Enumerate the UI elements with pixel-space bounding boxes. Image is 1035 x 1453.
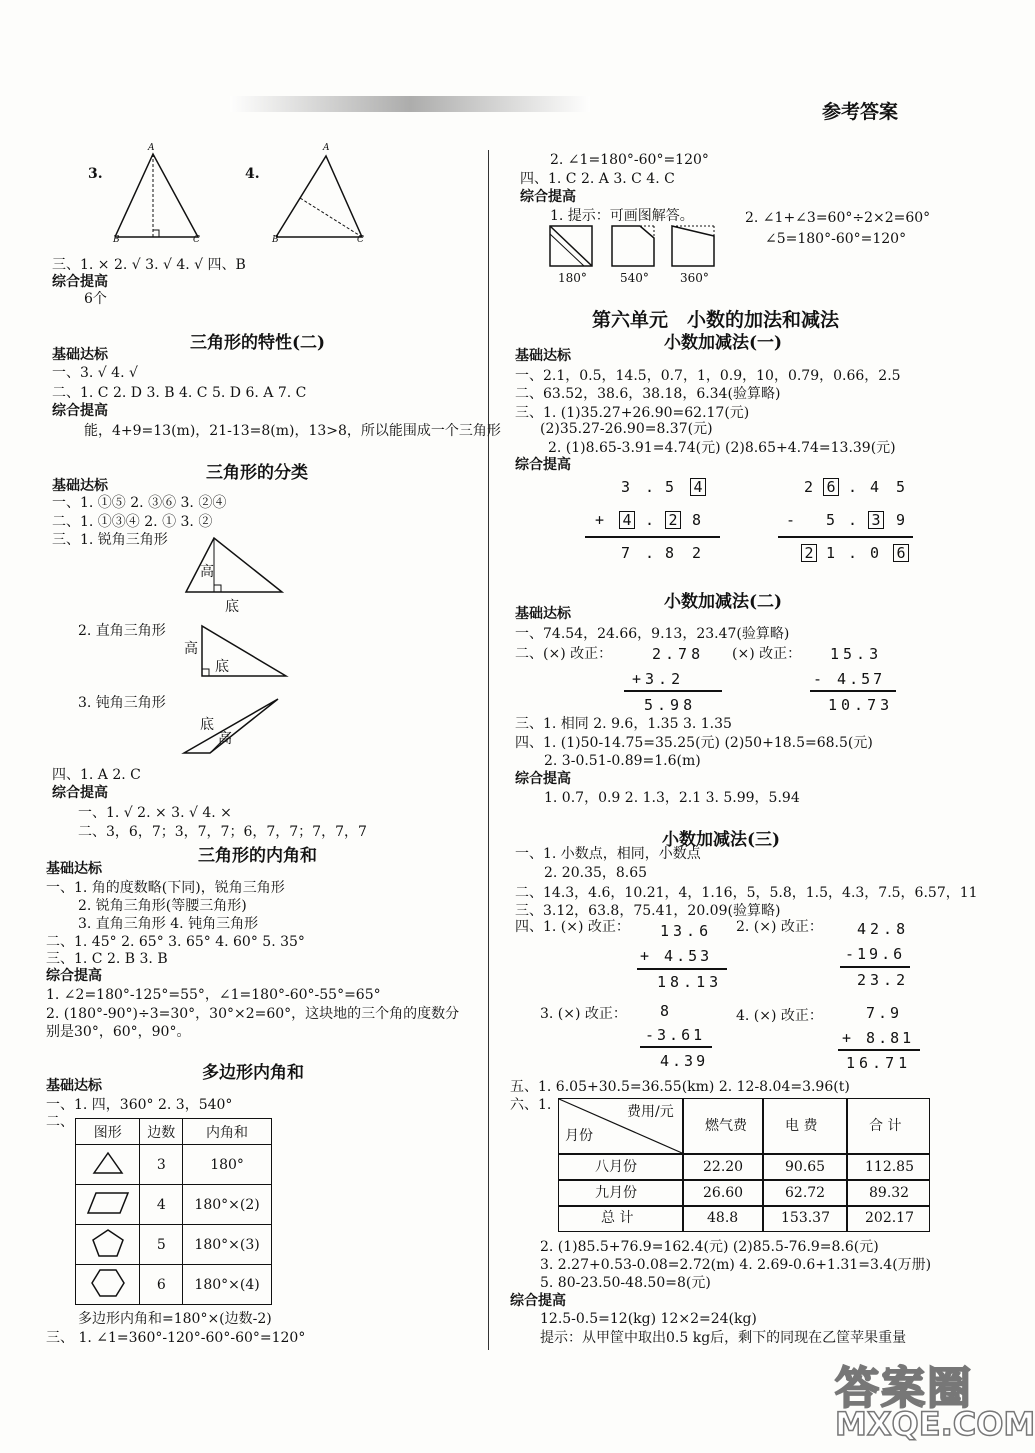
digit: 5 xyxy=(896,478,906,496)
table-header: 边数 xyxy=(140,1119,183,1145)
calc-result: 10.73 xyxy=(828,696,894,714)
section-title: 三角形的分类 xyxy=(206,463,308,483)
table-cell: 26.60 xyxy=(703,1185,744,1201)
answer-line: 1. 提示：可画图解答。 xyxy=(550,208,694,224)
table-cell: 3 xyxy=(140,1145,183,1185)
table-cell: 62.72 xyxy=(785,1185,826,1201)
digit: . xyxy=(645,478,655,496)
calc-operand: -3.61 xyxy=(645,1026,706,1044)
angle-label: 360° xyxy=(680,271,709,285)
fig4-label: 4. xyxy=(245,166,260,182)
section-label: 基础达标 xyxy=(515,606,571,622)
section-label: 基础达标 xyxy=(52,347,108,363)
calc-line xyxy=(637,968,727,970)
calc-operand: -19.6 xyxy=(845,945,906,963)
table-cell: 180°×(2) xyxy=(183,1185,272,1225)
triangle-shape-icon xyxy=(76,1145,140,1185)
answer-line: 三、 1. ∠1=360°-120°-60°-60°=120° xyxy=(46,1330,306,1346)
answer-line: 二、63.52，38.6，38.18，6.34(验算略) xyxy=(515,386,781,402)
answer-line: 2. (1)8.65-3.91=4.74(元) (2)8.65+4.74=13.39(元) xyxy=(548,440,896,456)
table-cell: 48.8 xyxy=(707,1210,739,1226)
table-cell: 九月份 xyxy=(595,1185,637,1201)
answer-line: 三、1. 锐角三角形 xyxy=(52,532,168,548)
acute-triangle-figure xyxy=(180,536,300,598)
polygon-table xyxy=(75,1118,272,1305)
answer-line: 三、1. 相同 2. 9.6，1.35 3. 1.35 xyxy=(515,716,732,732)
answer-line: 3. 钝角三角形 xyxy=(78,695,166,711)
answer-line: 五、1. 6.05+30.5=36.55(km) 2. 12-8.04=3.96(t) xyxy=(510,1079,850,1095)
section-label: 基础达标 xyxy=(515,348,571,364)
calc-top: 13.6 xyxy=(660,922,713,940)
calc-line xyxy=(840,966,910,968)
filled-box: 4 xyxy=(619,511,635,529)
answer-line: 2. 直角三角形 xyxy=(78,623,166,639)
digit: . xyxy=(848,478,858,496)
section-title: 三角形的特性(二) xyxy=(190,333,326,353)
section-label: 基础达标 xyxy=(46,1078,102,1094)
answer-line: 能，4+9=13(m)，21-13=8(m)，13>8，所以能围成一个三角形 xyxy=(84,423,501,439)
answer-line: 12.5-0.5=12(kg) 12×2=24(kg) xyxy=(540,1311,757,1327)
digit: 7 xyxy=(621,544,631,562)
answer-line: 2. 3-0.51-0.89=1.6(m) xyxy=(544,753,701,769)
digit: . xyxy=(848,544,858,562)
answer-line: 三、1. C 2. B 3. B xyxy=(46,951,168,967)
table-header: 合 计 xyxy=(869,1118,902,1134)
answer-line: 2. ∠1+∠3=60°÷2×2=60° xyxy=(745,210,931,226)
corner-header-top: 费用/元 xyxy=(627,1104,674,1120)
calc-top: 15.3 xyxy=(830,645,883,663)
table-cell: 153.37 xyxy=(781,1210,830,1226)
answer-line: 2. ∠1=180°-60°=120° xyxy=(550,152,709,168)
answer-line: 2. (180°-90°)÷3=30°，30°×2=60°，这块地的三个角的度数分 xyxy=(46,1006,460,1022)
answer-line: 3. 直角三角形 4. 钝角三角形 xyxy=(78,916,259,932)
page-title: 参考答案 xyxy=(822,101,899,123)
section-label: 综合提高 xyxy=(515,771,571,787)
section-label: 综合提高 xyxy=(520,189,576,205)
calc-operand: - 4.57 xyxy=(813,670,886,688)
answer-line: (×) 改正： xyxy=(732,646,802,662)
table-cell: 180°×(3) xyxy=(183,1225,272,1265)
answer-line: 一、74.54，24.66，9.13，23.47(验算略) xyxy=(515,626,790,642)
table-header: 燃气费 xyxy=(705,1118,747,1134)
calc-top: 42.8 xyxy=(857,920,910,938)
watermark-brand: 答案圈 xyxy=(835,1363,973,1414)
sum-line xyxy=(585,536,720,538)
answer-line: 多边形内角和=180°×(边数-2) xyxy=(78,1311,272,1327)
table-header: 电 费 xyxy=(785,1118,818,1134)
digit: + xyxy=(595,511,605,529)
calc-result: 4.39 xyxy=(660,1052,709,1070)
hexagon-shape-icon xyxy=(76,1265,140,1305)
table-cell: 202.17 xyxy=(865,1210,914,1226)
answer-line: 二、3，6，7；3，7，7；6，7，7；7，7，7 xyxy=(78,824,367,840)
filled-box: 4 xyxy=(690,478,706,496)
digit: 3 xyxy=(621,478,631,496)
section-label: 综合提高 xyxy=(52,785,108,801)
answer-line: 三、1. (1)35.27+26.90=62.17(元) xyxy=(515,405,750,421)
digit: 2 xyxy=(692,544,702,562)
digit: - xyxy=(786,511,796,529)
answer-line: 6个 xyxy=(84,291,107,307)
answer-line: 一、1. 角的度数略(下同)，锐角三角形 xyxy=(46,880,285,896)
table-cell: 90.65 xyxy=(785,1159,826,1175)
fee-table xyxy=(558,1098,930,1232)
filled-box: 6 xyxy=(823,478,839,496)
difference-line xyxy=(778,536,913,538)
filled-box: 2 xyxy=(665,511,681,529)
section-label: 基础达标 xyxy=(46,861,102,877)
answer-line: 三、3.12，63.8，75.41，20.09(验算略) xyxy=(515,903,781,919)
height-label: 高 xyxy=(200,564,214,580)
answer-line: 四、1. A 2. C xyxy=(52,767,141,783)
calc-top: 8 xyxy=(660,1002,670,1020)
calc-operand: + 8.81 xyxy=(842,1029,915,1047)
answer-line: 二、14.3，4.6，10.21，4，1.16，5，5.8，1.5，4.3，7.5，6.57，11 xyxy=(515,885,978,901)
table-cell: 22.20 xyxy=(703,1159,744,1175)
cut-square-figure-1 xyxy=(548,224,596,268)
answer-line: 2. 锐角三角形(等腰三角形) xyxy=(78,898,247,914)
column-divider xyxy=(488,150,489,1350)
section-title: 多边形内角和 xyxy=(202,1063,304,1083)
digit: . xyxy=(645,511,655,529)
height-label: 高 xyxy=(184,641,198,657)
table-cell: 4 xyxy=(140,1185,183,1225)
calc-result: 18.13 xyxy=(657,973,723,991)
calc-top: 2.78 xyxy=(652,645,705,663)
answer-line: 六、1. xyxy=(510,1097,552,1113)
section-title: 三角形的内角和 xyxy=(198,846,317,866)
filled-box: 2 xyxy=(801,544,817,562)
angle-label: 540° xyxy=(620,271,649,285)
table-cell: 89.32 xyxy=(869,1185,910,1201)
digit: 4 xyxy=(870,478,880,496)
calc-operand: +3.2 xyxy=(632,670,685,688)
digit: 8 xyxy=(692,511,702,529)
tri3-c: C xyxy=(193,235,200,245)
answer-line: 别是30°，60°，90°。 xyxy=(46,1024,191,1040)
digit: 2 xyxy=(804,478,814,496)
section-label: 综合提高 xyxy=(52,403,108,419)
answer-line: 2. 20.35，8.65 xyxy=(544,865,648,881)
answer-line: 一、1. 四，360° 2. 3，540° xyxy=(46,1097,233,1113)
base-label: 底 xyxy=(215,659,229,675)
answer-line: (2)35.27-26.90=8.37(元) xyxy=(540,421,713,437)
answer-line: 一、1. √ 2. × 3. √ 4. × xyxy=(78,805,232,821)
answer-line: 三、1. × 2. √ 3. √ 4. √ 四、B xyxy=(52,257,246,273)
answer-line: 3. (×) 改正： xyxy=(540,1006,627,1022)
answer-line: 2. (1)85.5+76.9=162.4(元) (2)85.5-76.9=8.6(元) xyxy=(540,1239,879,1255)
base-label: 底 xyxy=(225,599,239,615)
section-label: 基础达标 xyxy=(52,478,108,494)
answer-line: 二、1. C 2. D 3. B 4. C 5. D 6. A 7. C xyxy=(52,385,307,401)
tri4-c: C xyxy=(357,235,364,245)
answer-line: 一、2.1，0.5，14.5，0.7，1，0.9，10，0.79，0.66，2.5 xyxy=(515,368,901,384)
calc-line xyxy=(624,690,722,692)
table-header: 图形 xyxy=(76,1119,140,1145)
obtuse-triangle-figure xyxy=(180,695,285,760)
table-cell: 八月份 xyxy=(595,1159,637,1175)
answer-line: 一、1. ①⑤ 2. ③⑥ 3. ②④ xyxy=(52,495,227,511)
cut-square-figure-2 xyxy=(610,224,658,268)
calc-operand: + 4.53 xyxy=(640,947,713,965)
digit: 5 xyxy=(826,511,836,529)
calc-line xyxy=(810,690,896,692)
section-title: 小数加减法(二) xyxy=(664,592,783,612)
fig3-label: 3. xyxy=(88,166,103,182)
table-header: 内角和 xyxy=(183,1119,272,1145)
digit: 0 xyxy=(870,544,880,562)
table-cell: 5 xyxy=(140,1225,183,1265)
section-label: 综合提高 xyxy=(46,968,102,984)
section-label: 综合提高 xyxy=(510,1293,566,1309)
digit: 5 xyxy=(665,478,675,496)
calc-line xyxy=(640,1046,712,1048)
answer-line: 5. 80-23.50-48.50=8(元) xyxy=(540,1275,711,1291)
cut-square-figure-3 xyxy=(670,224,718,268)
answer-line: 二、1. ①③④ 2. ① 3. ② xyxy=(52,514,213,530)
height-label: 高 xyxy=(218,731,232,747)
calc-line xyxy=(838,1049,920,1051)
filled-box: 3 xyxy=(868,511,884,529)
table-cell: 112.85 xyxy=(865,1159,914,1175)
parallelogram-shape-icon xyxy=(76,1185,140,1225)
table-cell: 总 计 xyxy=(601,1210,634,1226)
answer-line: 四、1. (×) 改正： xyxy=(515,919,630,935)
table-cell: 180° xyxy=(183,1145,272,1185)
calc-result: 16.71 xyxy=(846,1054,912,1072)
answer-line: 四、1. (1)50-14.75=35.25(元) (2)50+18.5=68.5(元) xyxy=(515,735,873,751)
section-label: 综合提高 xyxy=(52,274,108,290)
tri4-a: A xyxy=(323,143,330,153)
watermark-url: MXQE.COM xyxy=(835,1405,1035,1443)
digit: . xyxy=(645,544,655,562)
answer-line: ∠5=180°-60°=120° xyxy=(765,231,907,247)
answer-line: 3. 2.27+0.53-0.08=2.72(m) 4. 2.69-0.6+1.31=3.4(万册) xyxy=(540,1257,932,1273)
digit: . xyxy=(848,511,858,529)
calc-result: 5.98 xyxy=(644,696,697,714)
section-label: 综合提高 xyxy=(515,457,571,473)
header-banner xyxy=(230,96,590,112)
answer-line: 二、 xyxy=(46,1114,74,1130)
digit: 1 xyxy=(826,544,836,562)
filled-box: 6 xyxy=(893,544,909,562)
answer-line: 二、(×) 改正： xyxy=(515,646,613,662)
answer-line: 2. (×) 改正： xyxy=(736,919,823,935)
answer-line: 1. ∠2=180°-125°=55°，∠1=180°-60°-55°=65° xyxy=(46,987,381,1003)
tri3-a: A xyxy=(148,143,155,153)
section-title: 小数加减法(一) xyxy=(664,333,783,353)
calc-top: 7.9 xyxy=(866,1004,903,1022)
tri4-b: B xyxy=(272,235,279,245)
answer-line: 一、1. 小数点，相同，小数点 xyxy=(515,846,701,862)
table-cell: 180°×(4) xyxy=(183,1265,272,1305)
digit: 9 xyxy=(896,511,906,529)
unit-title: 第六单元 小数的加法和减法 xyxy=(592,309,840,331)
right-triangle-figure xyxy=(198,622,293,682)
triangle-figure-3 xyxy=(110,150,210,245)
pentagon-shape-icon xyxy=(76,1225,140,1265)
answer-line: 二、1. 45° 2. 65° 3. 65° 4. 60° 5. 35° xyxy=(46,934,305,950)
tri3-b: B xyxy=(113,235,120,245)
base-label: 底 xyxy=(200,717,214,733)
answer-line: 一、3. √ 4. √ xyxy=(52,365,138,381)
corner-header-bottom: 月份 xyxy=(565,1128,593,1144)
table-cell: 6 xyxy=(140,1265,183,1305)
answer-line: 提示：从甲筐中取出0.5 kg后，剩下的同现在乙筐苹果重量 xyxy=(540,1330,907,1346)
angle-label: 180° xyxy=(558,271,587,285)
section-title: 小数加减法(三) xyxy=(662,830,781,850)
triangle-figure-4 xyxy=(270,150,370,245)
digit: 8 xyxy=(665,544,675,562)
answer-line: 四、1. C 2. A 3. C 4. C xyxy=(520,171,675,187)
answer-line: 1. 0.7，0.9 2. 1.3，2.1 3. 5.99，5.94 xyxy=(544,790,800,806)
answer-line: 4. (×) 改正： xyxy=(736,1008,823,1024)
calc-result: 23.2 xyxy=(857,971,910,989)
